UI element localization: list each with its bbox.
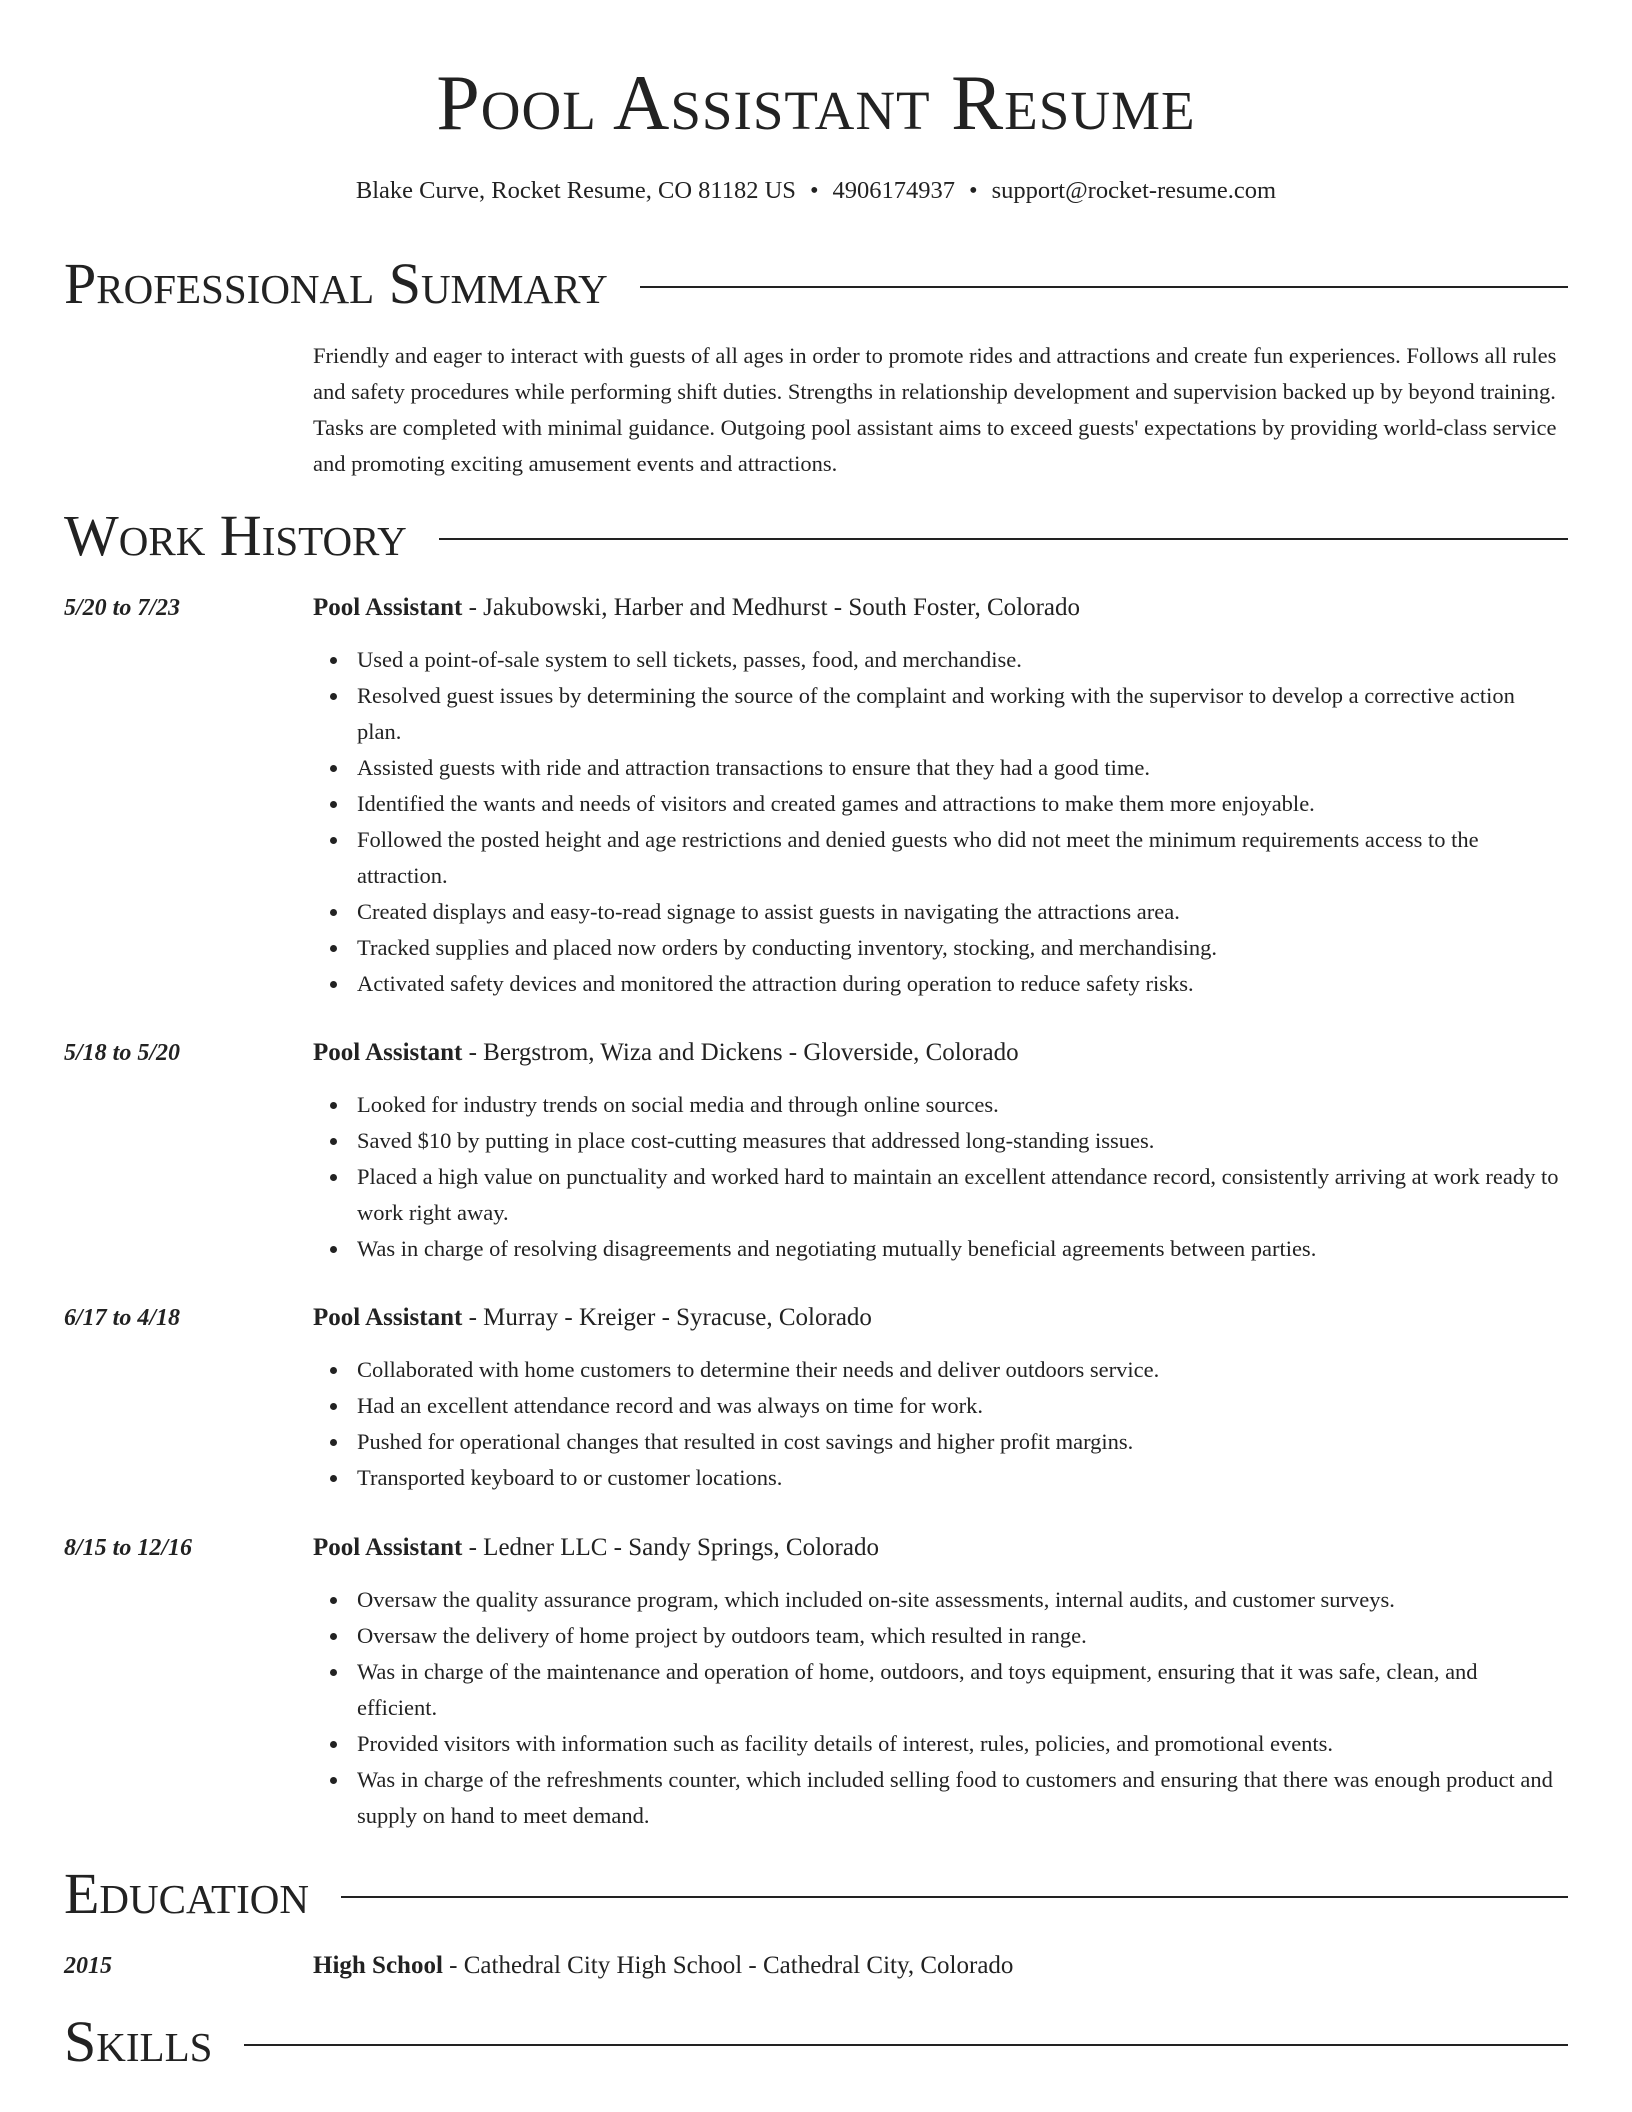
list-item: Assisted guests with ride and attraction transactions to ensure that they had a good time.: [357, 750, 1562, 786]
section-divider: [439, 538, 1568, 540]
page-title: Pool Assistant Resume: [436, 59, 1196, 146]
job-bullets: [313, 1087, 1562, 1267]
list-item: Collaborated with home customers to determine their needs and deliver outdoors service.: [357, 1352, 1562, 1388]
job-date: 5/18 to 5/20: [64, 1040, 181, 1066]
education-details: - Cathedral City High School - Cathedral City, Colorado: [442, 1952, 1014, 1979]
list-item: Placed a high value on punctuality and worked hard to maintain an excellent attendance record, consistently arriving at work ready to work right away.: [357, 1159, 1562, 1231]
list-item: Pushed for operational changes that resulted in cost savings and higher profit margins.: [357, 1424, 1562, 1460]
contact-phone: 4906174937: [832, 177, 956, 204]
job-date: 6/17 to 4/18: [64, 1305, 181, 1331]
job-heading: [313, 590, 1562, 626]
job-title: Pool Assistant: [313, 594, 463, 621]
section-work-header: [64, 504, 1568, 568]
list-item: Tracked supplies and placed now orders by conducting inventory, stocking, and merchandising.: [357, 930, 1562, 966]
job-title: Pool Assistant: [313, 1534, 463, 1561]
section-education-title: Education: [64, 1861, 309, 1926]
job-details: - Bergstrom, Wiza and Dickens - Gloverside, Colorado: [462, 1039, 1019, 1066]
contact-line: [0, 176, 1632, 206]
section-summary-header: [64, 252, 1568, 316]
contact-email[interactable]: support@rocket-resume.com: [991, 177, 1277, 204]
section-skills-title: Skills: [64, 2009, 213, 2074]
education-date: 2015: [64, 1953, 112, 1979]
list-item: Saved $10 by putting in place cost-cutting measures that addressed long-standing issues.: [357, 1123, 1562, 1159]
contact-separator: •: [969, 177, 978, 204]
list-item: Oversaw the quality assurance program, which included on-site assessments, internal audits, and customer surveys.: [357, 1582, 1562, 1618]
job-details: - Jakubowski, Harber and Medhurst - South Foster, Colorado: [462, 594, 1081, 621]
list-item: Identified the wants and needs of visitors and created games and attractions to make them more enjoyable.: [357, 786, 1562, 822]
job-details: - Murray - Kreiger - Syracuse, Colorado: [462, 1304, 872, 1331]
section-education-header: [64, 1862, 1568, 1926]
job-date: 5/20 to 7/23: [64, 595, 181, 621]
job-bullets: [313, 642, 1562, 1002]
contact-separator: •: [809, 177, 819, 204]
list-item: Was in charge of the maintenance and operation of home, outdoors, and toys equipment, ensuring that it was safe, clean, and efficient.: [357, 1654, 1562, 1726]
job-bullets: [313, 1352, 1562, 1496]
list-item: Looked for industry trends on social media and through online sources.: [357, 1087, 1562, 1123]
section-work-title: Work History: [64, 503, 407, 568]
job-heading: [313, 1035, 1562, 1071]
job-title: Pool Assistant: [313, 1304, 463, 1331]
list-item: Was in charge of resolving disagreements and negotiating mutually beneficial agreements between parties.: [357, 1231, 1562, 1267]
job-title: Pool Assistant: [313, 1039, 463, 1066]
job-heading: [313, 1530, 1562, 1566]
job-bullets: [313, 1582, 1562, 1834]
section-divider: [341, 1896, 1568, 1898]
education-heading: [313, 1948, 1562, 1984]
list-item: Transported keyboard to or customer locations.: [357, 1460, 1562, 1496]
list-item: Resolved guest issues by determining the source of the complaint and working with the supervisor to develop a corrective action plan.: [357, 678, 1562, 750]
list-item: Activated safety devices and monitored the attraction during operation to reduce safety risks.: [357, 966, 1562, 1002]
list-item: Was in charge of the refreshments counter, which included selling food to customers and ensuring that there was enough product and supply on hand to meet demand.: [357, 1762, 1562, 1834]
list-item: Provided visitors with information such as facility details of interest, rules, policies, and promotional events.: [357, 1726, 1562, 1762]
section-divider: [244, 2044, 1568, 2046]
list-item: Oversaw the delivery of home project by outdoors team, which resulted in range.: [357, 1618, 1562, 1654]
summary-text: Friendly and eager to interact with guests of all ages in order to promote rides and attractions and create fun experiences. Follows all rules and safety procedures while performing shift duties. Strengths in relationship development and supervision backed up by beyond training. Tasks are completed with minimal guidance. Outgoing pool assistant aims to exceed guests' expectations by providing world-class service and promoting exciting amusement events and attractions.: [313, 343, 1557, 476]
list-item: Had an excellent attendance record and was always on time for work.: [357, 1388, 1562, 1424]
section-divider: [640, 286, 1568, 288]
list-item: Followed the posted height and age restrictions and denied guests who did not meet the minimum requirements access to the attraction.: [357, 822, 1562, 894]
contact-address: Blake Curve, Rocket Resume, CO 81182 US: [355, 177, 796, 204]
job-heading: [313, 1300, 1562, 1336]
list-item: Used a point-of-sale system to sell tickets, passes, food, and merchandise.: [357, 642, 1562, 678]
education-degree: High School: [313, 1952, 443, 1979]
section-skills-header: [64, 2010, 1568, 2074]
job-details: - Ledner LLC - Sandy Springs, Colorado: [462, 1534, 879, 1561]
list-item: Created displays and easy-to-read signage to assist guests in navigating the attractions area.: [357, 894, 1562, 930]
section-summary-title: Professional Summary: [64, 251, 608, 316]
job-date: 8/15 to 12/16: [64, 1535, 193, 1561]
